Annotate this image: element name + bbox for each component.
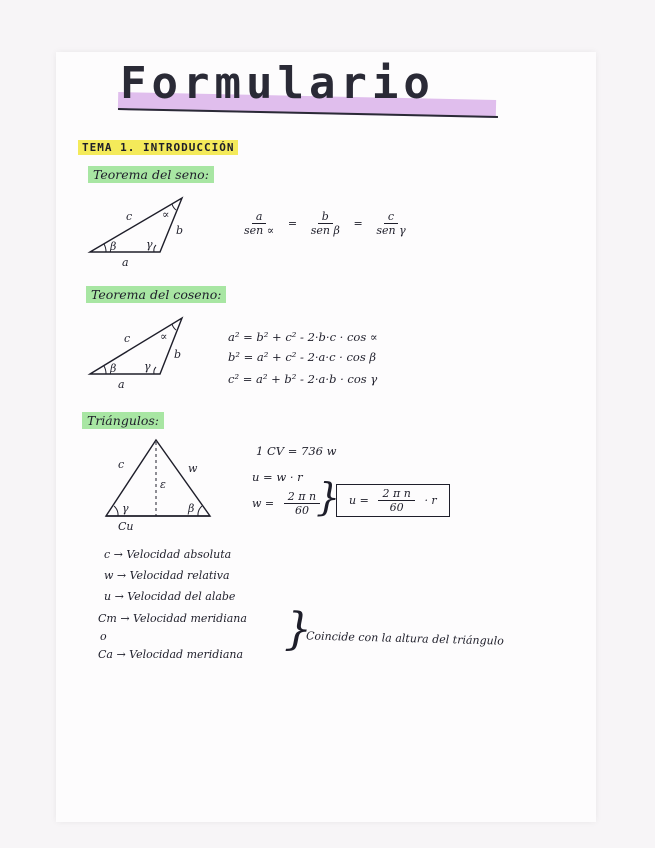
seno-formula: [238, 210, 412, 237]
seno-label-beta: β: [110, 240, 117, 253]
seno-label-alpha: ∝: [162, 208, 170, 221]
def-relative-velocity: w → Velocidad relativa: [104, 569, 230, 582]
coseno-heading: Teorema del coseno:: [86, 286, 226, 303]
def-meridian-ca: Ca → Velocidad meridiana: [98, 648, 244, 661]
seno-eq-1: =: [287, 217, 298, 230]
coseno-label-gamma: γ: [144, 360, 151, 373]
seno-label-b: b: [176, 224, 184, 237]
coseno-formula-c: c² = a² + b² - 2·a·b · cos γ: [228, 372, 378, 386]
seno-eq-2: =: [353, 217, 363, 230]
tri-label-beta: β: [188, 502, 195, 515]
coseno-formula-b: b² = a² + c² - 2·a·c · cos β: [228, 350, 377, 364]
boxed-fraction: $\frac{\text{2 π n}}{60}$: [378, 487, 414, 514]
tri-label-cu: Cu: [118, 520, 134, 533]
meridian-note: Coincide con la altura del triángulo: [305, 629, 505, 648]
def-meridian-or: o: [100, 630, 107, 643]
coseno-label-b: b: [174, 348, 182, 361]
seno-triangle-diagram: [84, 190, 194, 270]
tri-label-c: c: [118, 458, 125, 471]
boxed-u-formula: u = $\frac{\text{2 π n}}{60}$ · r: [336, 484, 450, 517]
coseno-label-beta: β: [110, 362, 117, 375]
velocity-triangle-diagram: [96, 436, 226, 536]
meridian-brace: }: [284, 604, 312, 655]
cv-conversion: 1 CV = 736 w: [256, 444, 337, 458]
coseno-label-c: c: [124, 332, 131, 345]
seno-heading: Teorema del seno:: [88, 166, 214, 183]
seno-frac-b: $\frac{b}{\text{sen β}}$: [310, 210, 340, 237]
page-title: Formulario: [120, 58, 435, 109]
seno-frac-c: $\frac{c}{\text{sen γ}}$: [376, 210, 406, 237]
tri-label-eps: ε: [160, 478, 166, 491]
triangulos-heading: Triángulos:: [82, 412, 164, 429]
seno-label-gamma: γ: [146, 238, 153, 251]
tri-label-w: w: [188, 462, 198, 475]
coseno-formula-a: a² = b² + c² - 2·b·c · cos ∝: [228, 330, 378, 344]
u-formula: u = w · r: [252, 470, 303, 484]
seno-frac-a: $\frac{a}{\text{sen ∝}}$: [244, 210, 275, 237]
tri-label-gamma: γ: [122, 502, 129, 515]
seno-label-a: a: [122, 256, 129, 269]
coseno-label-alpha: ∝: [160, 330, 168, 343]
def-meridian-cm: Cm → Velocidad meridiana: [98, 612, 247, 625]
seno-label-c: c: [126, 210, 133, 223]
coseno-label-a: a: [118, 378, 125, 391]
w-fraction: $\frac{\text{2 π n}}{60}$: [284, 490, 320, 517]
coseno-triangle-diagram: [84, 312, 194, 392]
tema-heading: TEMA 1. INTRODUCCIÓN: [78, 140, 238, 155]
def-absolute-velocity: c → Velocidad absoluta: [104, 548, 232, 561]
def-blade-velocity: u → Velocidad del alabe: [104, 590, 236, 603]
w-brace: }: [316, 475, 341, 519]
w-formula: w = $\frac{\text{2 π n}}{60}$: [248, 490, 322, 517]
